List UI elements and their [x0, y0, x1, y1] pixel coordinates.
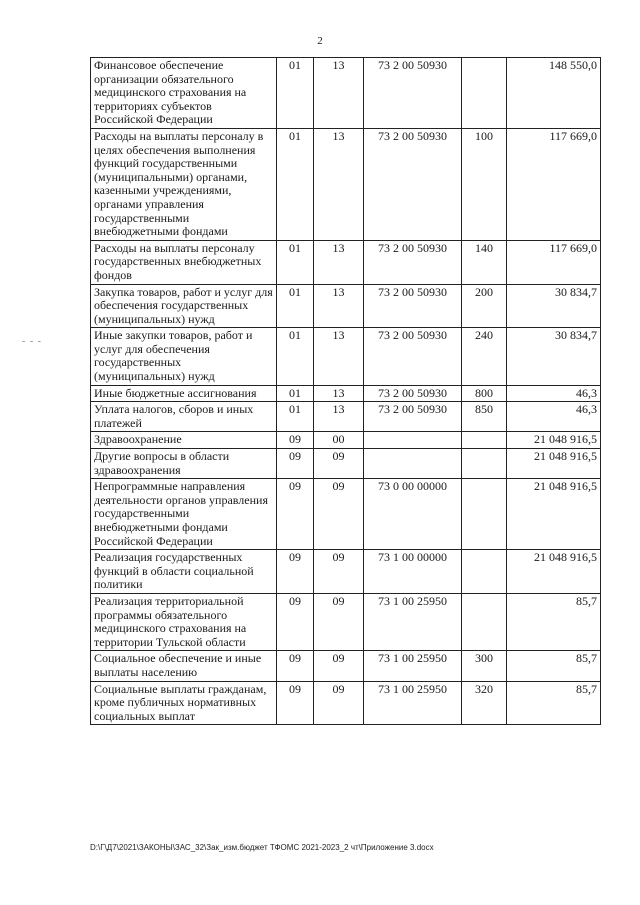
target-article-code: 73 2 00 50930 [364, 328, 462, 385]
row-name: Здравоохранение [91, 432, 277, 449]
section-code: 01 [277, 240, 314, 284]
row-name: Другие вопросы в области здравоохранения [91, 449, 277, 479]
amount: 85,7 [507, 651, 601, 681]
section-code: 01 [277, 385, 314, 402]
expense-type-code [462, 593, 507, 650]
section-code: 09 [277, 479, 314, 550]
subsection-code: 13 [314, 58, 364, 129]
section-code: 09 [277, 432, 314, 449]
budget-table [90, 57, 601, 725]
target-article-code: 73 1 00 00000 [364, 550, 462, 594]
page-number: 2 [317, 35, 323, 47]
amount: 117 669,0 [507, 240, 601, 284]
amount: 46,3 [507, 385, 601, 402]
section-code: 09 [277, 550, 314, 594]
table-row [91, 681, 601, 725]
row-name: Иные закупки товаров, работ и услуг для обеспечения государственных (муниципальных) нужд [91, 328, 277, 385]
subsection-code: 00 [314, 432, 364, 449]
amount: 21 048 916,5 [507, 550, 601, 594]
row-name: Реализация территориальной программы обязательного медицинского страхования на территории Тульской области [91, 593, 277, 650]
amount: 30 834,7 [507, 328, 601, 385]
subsection-code: 09 [314, 681, 364, 725]
target-article-code: 73 1 00 25950 [364, 593, 462, 650]
row-name: Реализация государственных функций в области социальной политики [91, 550, 277, 594]
expense-type-code: 200 [462, 284, 507, 328]
row-name: Закупка товаров, работ и услуг для обеспечения государственных (муниципальных) нужд [91, 284, 277, 328]
expense-type-code: 300 [462, 651, 507, 681]
row-name: Непрограммные направления деятельности органов управления государственными внебюджетными фондами Российской Федерации [91, 479, 277, 550]
table-row [91, 128, 601, 240]
amount: 117 669,0 [507, 128, 601, 240]
expense-type-code [462, 550, 507, 594]
subsection-code: 13 [314, 385, 364, 402]
section-code: 01 [277, 128, 314, 240]
table-row [91, 284, 601, 328]
expense-type-code: 800 [462, 385, 507, 402]
section-code: 09 [277, 651, 314, 681]
expense-type-code [462, 479, 507, 550]
expense-type-code [462, 449, 507, 479]
table-row [91, 328, 601, 385]
target-article-code: 73 0 00 00000 [364, 479, 462, 550]
row-name: Уплата налогов, сборов и иных платежей [91, 402, 277, 432]
table-row [91, 449, 601, 479]
subsection-code: 09 [314, 479, 364, 550]
subsection-code: 13 [314, 284, 364, 328]
row-name: Расходы на выплаты персоналу в целях обеспечения выполнения функций государственными (муниципальными) органами, казенными учреждениями, органами управления государственными внебюджетными фондами [91, 128, 277, 240]
amount: 46,3 [507, 402, 601, 432]
section-code: 09 [277, 593, 314, 650]
amount: 30 834,7 [507, 284, 601, 328]
table-row [91, 240, 601, 284]
expense-type-code: 240 [462, 328, 507, 385]
subsection-code: 13 [314, 328, 364, 385]
row-name: Расходы на выплаты персоналу государственных внебюджетных фондов [91, 240, 277, 284]
subsection-code: 13 [314, 240, 364, 284]
target-article-code: 73 1 00 25950 [364, 651, 462, 681]
row-name: Финансовое обеспечение организации обязательного медицинского страхования на территориях субъектов Российской Федерации [91, 58, 277, 129]
target-article-code: 73 2 00 50930 [364, 385, 462, 402]
row-name: Социальные выплаты гражданам, кроме публичных нормативных социальных выплат [91, 681, 277, 725]
table-row [91, 550, 601, 594]
amount: 85,7 [507, 681, 601, 725]
subsection-code: 09 [314, 550, 364, 594]
table-row [91, 593, 601, 650]
subsection-code: 09 [314, 593, 364, 650]
expense-type-code: 140 [462, 240, 507, 284]
table-row [91, 479, 601, 550]
section-code: 01 [277, 328, 314, 385]
target-article-code [364, 432, 462, 449]
amount: 148 550,0 [507, 58, 601, 129]
subsection-code: 13 [314, 128, 364, 240]
target-article-code: 73 1 00 25950 [364, 681, 462, 725]
footer-file-path: D:\Г\Д7\2021\ЗАКОНЫ\ЗАС_32\Зак_изм.бюджет ТФОМС 2021-2023_2 чт\Приложение 3.docx [90, 843, 434, 852]
budget-table-body [91, 58, 601, 725]
target-article-code: 73 2 00 50930 [364, 240, 462, 284]
table-row [91, 385, 601, 402]
table-row [91, 651, 601, 681]
amount: 21 048 916,5 [507, 449, 601, 479]
section-code: 01 [277, 284, 314, 328]
section-code: 09 [277, 449, 314, 479]
table-row [91, 402, 601, 432]
subsection-code: 09 [314, 449, 364, 479]
row-name: Социальное обеспечение и иные выплаты населению [91, 651, 277, 681]
expense-type-code: 850 [462, 402, 507, 432]
table-row [91, 432, 601, 449]
target-article-code: 73 2 00 50930 [364, 402, 462, 432]
section-code: 01 [277, 58, 314, 129]
expense-type-code: 100 [462, 128, 507, 240]
amount: 21 048 916,5 [507, 432, 601, 449]
expense-type-code: 320 [462, 681, 507, 725]
target-article-code [364, 449, 462, 479]
amount: 21 048 916,5 [507, 479, 601, 550]
section-code: 01 [277, 402, 314, 432]
target-article-code: 73 2 00 50930 [364, 58, 462, 129]
table-row [91, 58, 601, 129]
row-name: Иные бюджетные ассигнования [91, 385, 277, 402]
expense-type-code [462, 432, 507, 449]
target-article-code: 73 2 00 50930 [364, 284, 462, 328]
expense-type-code [462, 58, 507, 129]
section-code: 09 [277, 681, 314, 725]
margin-mark: - - - [22, 336, 42, 347]
amount: 85,7 [507, 593, 601, 650]
target-article-code: 73 2 00 50930 [364, 128, 462, 240]
subsection-code: 09 [314, 651, 364, 681]
subsection-code: 13 [314, 402, 364, 432]
